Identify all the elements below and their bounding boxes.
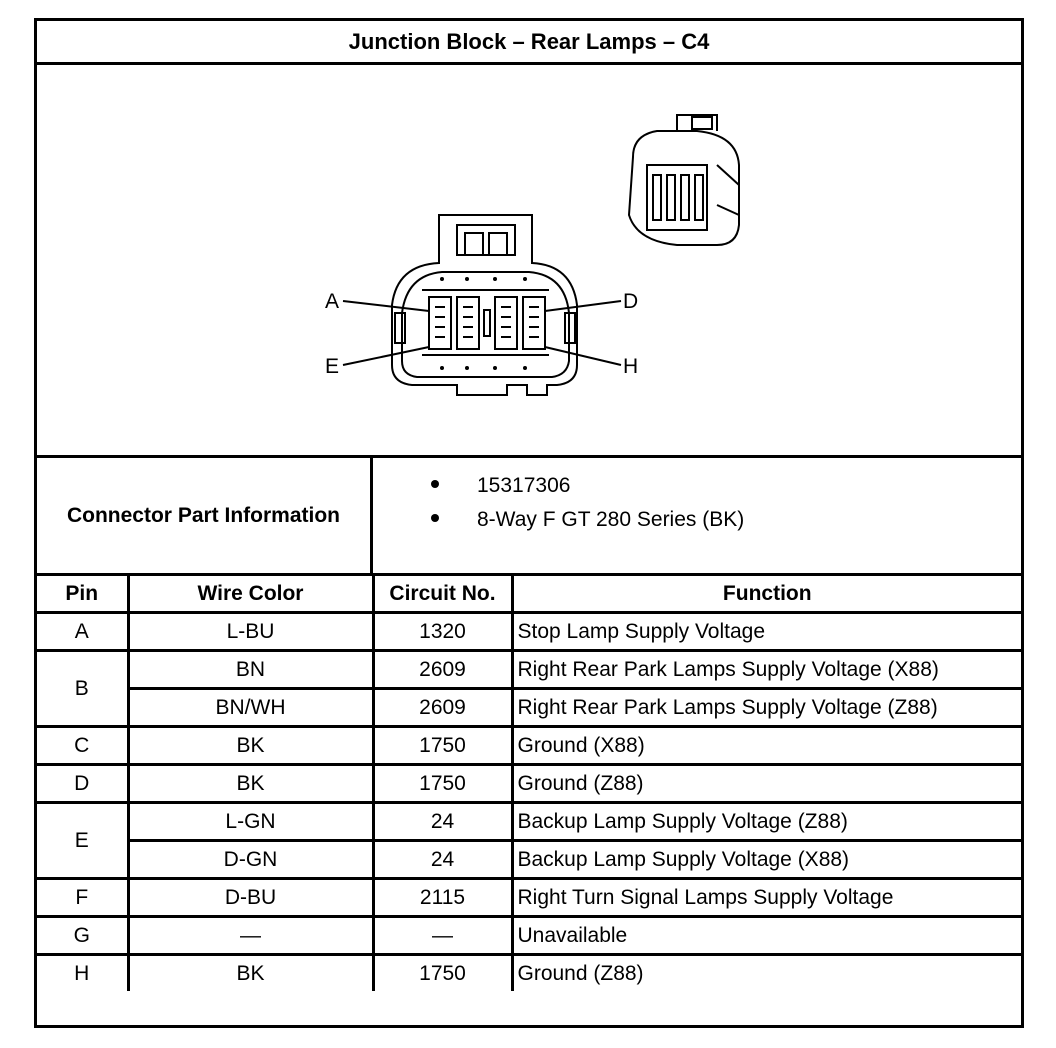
cell-wire-color: BK: [128, 727, 373, 765]
cell-function: Stop Lamp Supply Voltage: [512, 613, 1021, 651]
cell-circuit: 1750: [373, 765, 512, 803]
cell-pin: E: [37, 803, 128, 879]
connector-drawing: [37, 65, 1021, 458]
connector-info-list: [373, 458, 1021, 573]
cell-function: Unavailable: [512, 917, 1021, 955]
header-wire-color: Wire Color: [128, 576, 373, 613]
cell-wire-color: BN: [128, 651, 373, 689]
cell-function: Right Rear Park Lamps Supply Voltage (X88): [512, 651, 1021, 689]
cell-pin: F: [37, 879, 128, 917]
cell-pin: H: [37, 955, 128, 992]
cell-circuit: 1320: [373, 613, 512, 651]
header-circuit: Circuit No.: [373, 576, 512, 613]
cell-wire-color: BN/WH: [128, 689, 373, 727]
cell-wire-color: —: [128, 917, 373, 955]
table-row: [37, 613, 1021, 651]
bullet-icon: [431, 514, 439, 522]
table-row: [37, 917, 1021, 955]
cell-wire-color: L-GN: [128, 803, 373, 841]
connector-info-item: 15317306: [431, 474, 570, 498]
table-row: [37, 765, 1021, 803]
table-row: [37, 651, 1021, 689]
cell-function: Ground (X88): [512, 727, 1021, 765]
cell-circuit: 24: [373, 841, 512, 879]
table-header-row: [37, 576, 1021, 613]
cell-circuit: 24: [373, 803, 512, 841]
header-pin: Pin: [37, 576, 128, 613]
table-row: [37, 841, 1021, 879]
cell-function: Ground (Z88): [512, 955, 1021, 992]
header-function: Function: [512, 576, 1021, 613]
cell-wire-color: L-BU: [128, 613, 373, 651]
cell-wire-color: D-GN: [128, 841, 373, 879]
pin-label-a: A: [325, 290, 340, 313]
cell-pin: A: [37, 613, 128, 651]
connector-sheet: [34, 18, 1024, 1028]
table-row: [37, 803, 1021, 841]
cell-pin: G: [37, 917, 128, 955]
connector-info-item: 8-Way F GT 280 Series (BK): [431, 508, 744, 532]
cell-wire-color: BK: [128, 765, 373, 803]
cell-circuit: 1750: [373, 727, 512, 765]
cell-circuit: 1750: [373, 955, 512, 992]
pin-label-d: D: [623, 290, 639, 313]
connector-info-label: Connector Part Information: [37, 458, 373, 573]
cell-function: Backup Lamp Supply Voltage (Z88): [512, 803, 1021, 841]
table-row: [37, 689, 1021, 727]
cell-wire-color: D-BU: [128, 879, 373, 917]
cell-function: Right Rear Park Lamps Supply Voltage (Z88): [512, 689, 1021, 727]
table-row: [37, 955, 1021, 992]
cell-function: Right Turn Signal Lamps Supply Voltage: [512, 879, 1021, 917]
table-row: [37, 879, 1021, 917]
cell-circuit: —: [373, 917, 512, 955]
cell-circuit: 2609: [373, 651, 512, 689]
bullet-icon: [431, 480, 439, 488]
table-row: [37, 727, 1021, 765]
cell-wire-color: BK: [128, 955, 373, 992]
cell-function: Ground (Z88): [512, 765, 1021, 803]
connector-part-info: [37, 458, 1021, 576]
cell-pin: B: [37, 651, 128, 727]
cell-pin: D: [37, 765, 128, 803]
cell-pin: C: [37, 727, 128, 765]
connector-figure: [37, 65, 1021, 458]
page-title: Junction Block – Rear Lamps – C4: [37, 21, 1021, 65]
pin-label-h: H: [623, 355, 639, 378]
cell-circuit: 2115: [373, 879, 512, 917]
pin-label-e: E: [325, 355, 340, 378]
pin-table: [37, 576, 1021, 991]
cell-circuit: 2609: [373, 689, 512, 727]
cell-function: Backup Lamp Supply Voltage (X88): [512, 841, 1021, 879]
